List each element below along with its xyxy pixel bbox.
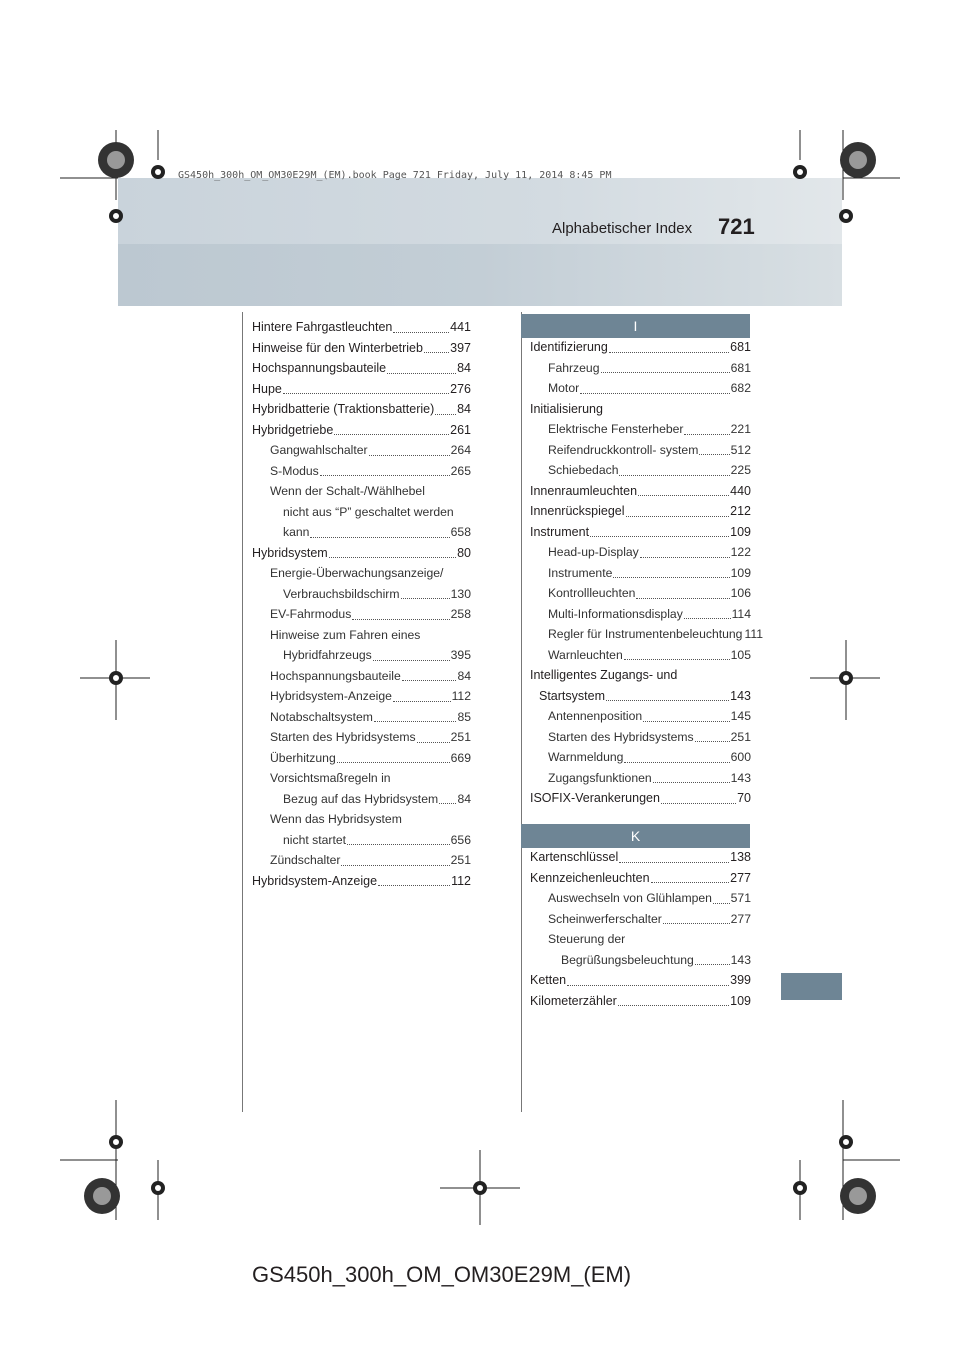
leader-dots [435,413,456,415]
leader-dots [695,963,730,965]
index-entry [252,481,471,502]
index-entry-page: 669 [450,750,471,765]
leader-dots [684,617,731,619]
leader-dots [618,1004,729,1006]
index-entry [530,624,763,645]
index-entry-text: Warnleuchten [548,647,623,662]
leader-dots [699,453,729,455]
index-entry [530,788,751,809]
index-entry-page: 221 [730,422,751,436]
index-entry-page: 109 [730,524,751,539]
index-entry [252,502,471,523]
leader-dots [393,331,449,333]
index-entry [530,460,751,481]
leader-dots [643,720,729,722]
leader-dots [619,474,729,476]
index-entry-page: 251 [450,853,471,867]
index-entry-page: 251 [450,730,471,744]
index-entry-text: EV-Fahrmodus [270,607,352,621]
leader-dots [424,351,449,353]
index-entry-page: 397 [450,340,471,355]
leader-dots [373,659,450,661]
index-entry-text: Fahrzeug [548,360,600,375]
index-entry-text: Head-up-Display [548,545,639,559]
index-entry [252,686,471,707]
index-entry-page: 109 [730,565,751,580]
index-entry-page: 212 [730,504,751,518]
section-heading-k: K [521,824,750,848]
index-entry-page: 600 [730,750,751,764]
index-entry [252,563,471,584]
index-entry [252,830,471,851]
index-entry-text: Instrument [530,524,590,539]
leader-dots [713,902,730,904]
leader-dots [393,700,451,702]
index-entry [530,970,751,991]
index-entry-page: 85 [457,709,471,724]
index-entry-page: 122 [730,545,751,559]
index-entry-text: Hybridsystem [252,545,328,560]
index-entry-page: 70 [737,791,751,805]
leader-dots [310,536,449,538]
index-entry-text: Wenn das Hybridsystem [270,812,402,826]
thumb-tab-marker [781,973,842,1000]
column-divider-right [521,312,522,1112]
leader-dots [401,597,450,599]
index-entry-text: Instrumente [548,565,613,580]
index-entry-page: 80 [457,545,471,560]
leader-dots [567,984,729,986]
index-entry-text: Hybridbatterie (Traktionsbatterie) [252,402,435,416]
index-entry [530,727,751,748]
leader-dots [601,371,730,373]
index-entry [252,645,471,666]
leader-dots [387,372,456,374]
index-entry [530,645,751,666]
index-entry-text: Reifendruckkontroll- system [548,442,699,457]
index-entry-page: 395 [450,648,471,662]
index-entry-page: 681 [730,360,751,375]
index-entry-text: Kennzeichenleuchten [530,870,650,885]
leader-dots [283,392,449,394]
index-entry-text: Zugangsfunktionen [548,770,652,785]
index-entry-text: Hybridgetriebe [252,422,334,437]
index-entry [530,868,751,889]
index-entry-page: 265 [450,463,471,478]
index-entry [530,686,751,707]
index-entry-page: 105 [730,647,751,662]
index-entry [530,909,751,930]
index-entry-text: Kartenschlüssel [530,850,619,864]
index-entry [530,501,751,522]
index-entry [252,748,471,769]
index-entry-page: 276 [450,381,471,396]
index-entry-text: Hintere Fahrgastleuchten [252,320,393,334]
index-entry-page: 106 [730,586,751,600]
index-entry [530,706,751,727]
leader-dots [638,494,729,496]
index-entry-text: nicht aus “P” geschaltet werden [283,504,454,519]
index-entry [252,789,471,810]
index-entry-page: 143 [730,770,751,785]
leader-dots [334,433,449,435]
index-column-right-i [530,337,763,809]
leader-dots [402,679,457,681]
index-entry [252,399,471,420]
leader-dots [347,843,450,845]
index-entry-text: nicht startet [283,832,346,847]
index-entry-text: Initialisierung [530,401,603,416]
leader-dots [651,881,730,883]
index-entry [530,950,751,971]
leader-dots [653,781,730,783]
index-entry-text: Antennenposition [548,709,643,723]
index-entry-text: Regler für Instrumentenbeleuchtung [548,627,743,641]
index-entry-text: Hochspannungsbauteile [252,361,387,375]
index-entry [530,378,751,399]
index-entry-text: Wenn der Schalt-/Wählhebel [270,484,425,498]
index-entry [530,563,751,584]
index-entry-page: 225 [730,463,751,477]
index-entry [530,440,751,461]
index-entry [252,358,471,379]
index-entry-text: Innenraumleuchten [530,483,638,498]
index-entry [530,929,751,950]
index-entry-page: 112 [451,689,471,703]
index-entry-text: Multi-Informationsdisplay [548,606,683,621]
index-entry [252,625,471,646]
index-entry-text: Auswechseln von Glühlampen [548,891,712,905]
index-entry-text: Zündschalter [270,853,341,867]
index-entry-page: 112 [451,873,471,888]
index-entry [252,727,471,748]
index-entry-page: 84 [457,668,471,683]
index-entry-page: 681 [730,340,751,354]
index-entry-page: 114 [731,606,751,621]
index-entry-page: 261 [450,422,471,437]
index-entry [530,419,751,440]
index-entry [252,461,471,482]
index-entry-text: Überhitzung [270,750,336,765]
index-entry [530,522,751,543]
leader-dots [684,433,729,435]
column-divider-left [242,312,243,1112]
index-entry [252,317,471,338]
index-entry-page: 656 [450,832,471,847]
index-entry [252,420,471,441]
index-entry-text: Hochspannungsbauteile [270,668,401,683]
index-entry-page: 277 [730,870,751,885]
index-entry [252,584,471,605]
index-entry-page: 84 [457,361,471,375]
index-entry-text: Ketten [530,973,567,987]
index-entry-text: ISOFIX-Verankerungen [530,791,660,805]
index-entry-page: 111 [744,627,763,641]
index-entry [252,543,471,564]
index-entry-text: Begrüßungsbeleuchtung [561,952,694,967]
index-entry-page: 441 [450,320,471,334]
index-entry [252,522,471,543]
index-entry [530,888,751,909]
index-entry-text: Warnmeldung [548,750,624,764]
leader-dots [337,761,450,763]
header-band [118,178,842,306]
index-entry-page: 143 [730,952,751,967]
leader-dots [624,658,730,660]
index-entry [252,768,471,789]
page-number: 721 [718,214,755,239]
leader-dots [374,720,456,722]
index-entry-text: Hybridsystem-Anzeige [270,689,392,703]
index-entry-page: 109 [730,993,751,1008]
index-entry-text: S-Modus [270,463,319,478]
index-entry-page: 682 [730,381,751,395]
index-entry-page: 658 [450,525,471,539]
index-entry-text: Hinweise für den Winterbetrieb [252,340,423,355]
leader-dots [624,761,729,763]
leader-dots [369,454,450,456]
index-column-left [252,317,471,891]
leader-dots [580,392,730,394]
index-entry-text: Kontrollleuchten [548,586,636,600]
index-entry-text: Scheinwerferschalter [548,911,662,926]
page-title: Alphabetischer Index [552,220,693,237]
leader-dots [606,699,729,701]
index-entry [530,481,751,502]
index-entry [252,809,471,830]
index-entry-page: 399 [730,973,751,987]
index-column-right-k [530,847,751,1011]
index-entry-page: 277 [730,911,751,926]
index-entry [530,768,751,789]
leader-dots [626,515,730,517]
index-entry-text: Hybridsystem-Anzeige [252,873,378,888]
section-heading-i: I [521,314,750,338]
leader-dots [439,802,456,804]
leader-dots [695,740,730,742]
index-entry [252,871,471,892]
leader-dots [341,864,449,866]
leader-dots [661,802,736,804]
index-entry-page: 130 [450,586,471,601]
index-entry-page: 440 [730,483,751,498]
index-entry-page: 143 [730,688,751,703]
index-entry [252,338,471,359]
index-entry-page: 512 [730,442,751,457]
index-entry-page: 84 [457,791,471,806]
index-entry-text: Vorsichtsmaßregeln in [270,771,391,785]
index-entry-text: Hupe [252,381,282,396]
index-entry-text: Hybridfahrzeugs [283,648,372,662]
leader-dots [417,741,450,743]
index-entry-page: 571 [730,891,751,905]
index-entry-page: 251 [730,729,751,744]
index-entry [252,707,471,728]
index-entry-text: Elektrische Fensterheber [548,422,684,436]
index-entry-text: Intelligentes Zugangs- und [530,668,678,682]
index-entry-page: 258 [450,607,471,621]
leader-dots [320,474,450,476]
leader-dots [590,535,729,537]
index-entry-text: Starten des Hybridsystems [548,729,694,744]
index-entry [252,379,471,400]
index-entry [530,358,751,379]
leader-dots [640,556,730,558]
index-entry [252,604,471,625]
leader-dots [663,922,730,924]
index-entry [530,991,751,1012]
index-entry-text: Notabschaltsystem [270,709,373,724]
index-entry-text: Starten des Hybridsystems [270,730,416,744]
index-entry-text: Gangwahlschalter [270,443,368,457]
index-entry [530,847,751,868]
index-entry-page: 264 [450,443,471,457]
index-entry [252,440,471,461]
index-entry-text: Bezug auf das Hybridsystem [283,791,439,806]
index-entry [530,747,751,768]
leader-dots [352,618,449,620]
index-entry-text: Schiebedach [548,463,619,477]
index-entry-text: Innenrückspiegel [530,504,625,518]
index-entry-page: 145 [730,709,751,723]
leader-dots [619,861,729,863]
index-entry-text: Steuerung der [548,932,626,946]
index-entry-text: kann [283,525,310,539]
leader-dots [636,597,729,599]
index-entry [252,666,471,687]
index-entry [530,337,751,358]
index-entry-text: Startsystem [539,688,605,703]
index-entry-text: Energie-Überwachungsanzeige/ [270,566,444,580]
book-file-header: GS450h_300h_OM_OM30E29M_(EM).book Page 721 Friday, July 11, 2014 8:45 PM [178,170,612,181]
index-entry-text: Identifizierung [530,340,608,354]
leader-dots [609,351,729,353]
leader-dots [378,884,450,886]
index-entry-page: 138 [730,850,751,864]
document-code: GS450h_300h_OM_OM30E29M_(EM) [252,1262,632,1287]
index-entry-text: Hinweise zum Fahren eines [270,627,421,642]
index-entry [530,604,751,625]
index-entry [530,665,751,686]
index-entry [252,850,471,871]
index-entry [530,542,751,563]
leader-dots [613,576,729,578]
index-entry-page: 84 [457,402,471,416]
index-entry-text: Kilometerzähler [530,993,617,1008]
leader-dots [329,556,456,558]
index-entry [530,399,751,420]
index-entry [530,583,751,604]
index-entry-text: Motor [548,381,580,395]
index-entry-text: Verbrauchsbildschirm [283,586,400,601]
